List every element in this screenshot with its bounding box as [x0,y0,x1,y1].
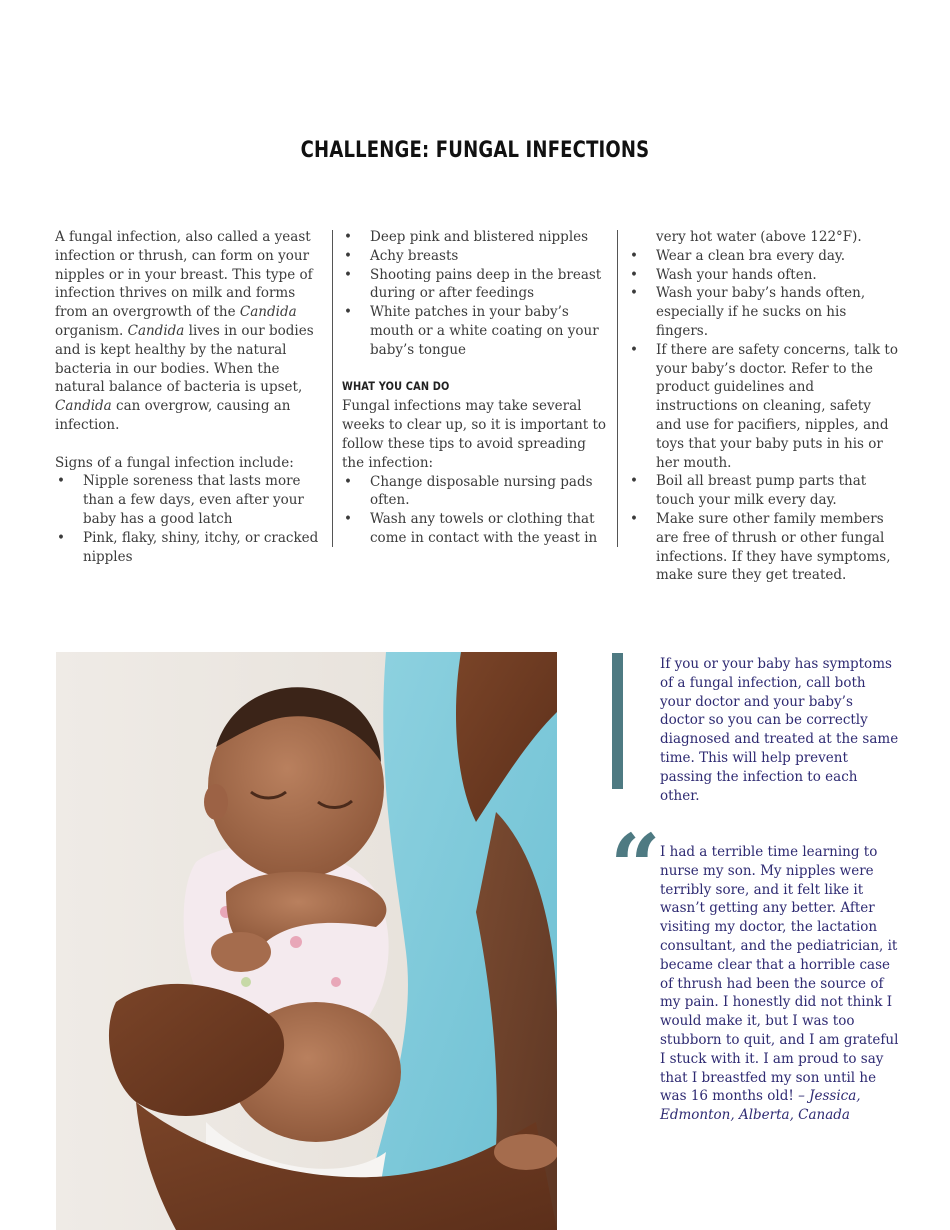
callout-accent-bar [612,653,623,789]
list-item: • Change disposable nursing pads often. [342,473,610,511]
list-item-continued: very hot water (above 122°F). [656,229,862,245]
list-item: • Deep pink and blistered nipples [342,228,610,247]
list-item: • Make sure other family members are free of thrush or other fungal infections. If they have symptoms, make sure they get treated. [628,510,898,585]
column-divider [617,230,618,547]
list-item: • Wear a clean bra every day. [628,247,898,266]
testimonial-quote [660,843,900,1125]
tip-callout: If you or your baby has symptoms of a fungal infection, call both your doctor and your baby’s doctor so you can be correctly diagnosed and treated at the same time. This will help prevent passing the infection to each other. [660,656,899,804]
column-1 [55,228,327,566]
list-item: • Pink, flaky, shiny, itchy, or cracked nipples [55,529,327,567]
page-title: CHALLENGE: FUNGAL INFECTIONS [300,138,650,163]
signs-list-continued [342,228,610,360]
intro-text-d: can overgrow, causing an infection. [55,398,291,433]
tips-intro: Fungal infections may take several weeks to clear up, so it is important to follow these tips to avoid spreading the infection: [342,398,607,471]
quote-body: I had a terrible time learning to nurse my son. My nipples were terribly sore, and it felt like it wasn’t getting any better. After visiting my doctor, the lactation consultant, and the pediatrician, it became clear that a horrible case of thrush had been the source of my pain. I honestly did not think I would make it, but I was too stubborn to quit, and I am grateful I stuck with it. I am proud to say that I breastfed my son until he was 16 months old! [660,844,899,1105]
quote-mark-icon: “ [610,814,661,918]
tips-list [342,473,610,548]
list-item: • Wash any towels or clothing that come in contact with the yeast in [342,510,610,548]
signs-list [55,472,327,566]
column-divider [332,230,333,547]
candida-term: Candida [127,322,185,339]
list-item: • White patches in your baby’s mouth or a white coating on your baby’s tongue [342,303,610,359]
mother-and-baby-photo [56,652,557,1230]
intro-paragraph [55,228,327,435]
list-item: • Nipple soreness that lasts more than a few days, even after your baby has a good latch [55,472,327,528]
photo-illustration [56,652,557,1230]
intro-text-a: A fungal infection, also called a yeast infection or thrush, can form on your nipples or in your breast. This type of infection thrives on milk and forms from an overgrowth of the [55,229,313,321]
intro-text-b: organism. [55,322,128,339]
list-item: • If there are safety concerns, talk to your baby’s doctor. Refer to the product guidelines and instructions on cleaning, safety and use for pacifiers, nipples, and toys that your baby puts in his or her mouth. [628,341,898,473]
signs-intro: Signs of a fungal infection include: [55,454,294,471]
column-3 [628,228,898,585]
list-item: • Boil all breast pump parts that touch your milk every day. [628,472,898,510]
list-item: • Wash your hands often. [628,266,898,285]
intro-text-c: lives in our bodies and is kept healthy by the natural bacteria in our bodies. When the natural balance of bacteria is upset, [55,322,314,396]
list-item: • Wash your baby’s hands often, especially if he sucks on his fingers. [628,284,898,340]
list-item: • Achy breasts [342,247,610,266]
candida-term: Candida [55,398,112,415]
section-heading: WHAT YOU CAN DO [342,378,450,393]
column-2 [342,228,610,548]
tips-list-continued [628,247,898,585]
list-item: • Shooting pains deep in the breast during or after feedings [342,266,610,304]
quote-attribution: – Jessica, Edmonton, Alberta, Canada [660,1088,861,1124]
candida-term: Candida [239,304,297,321]
